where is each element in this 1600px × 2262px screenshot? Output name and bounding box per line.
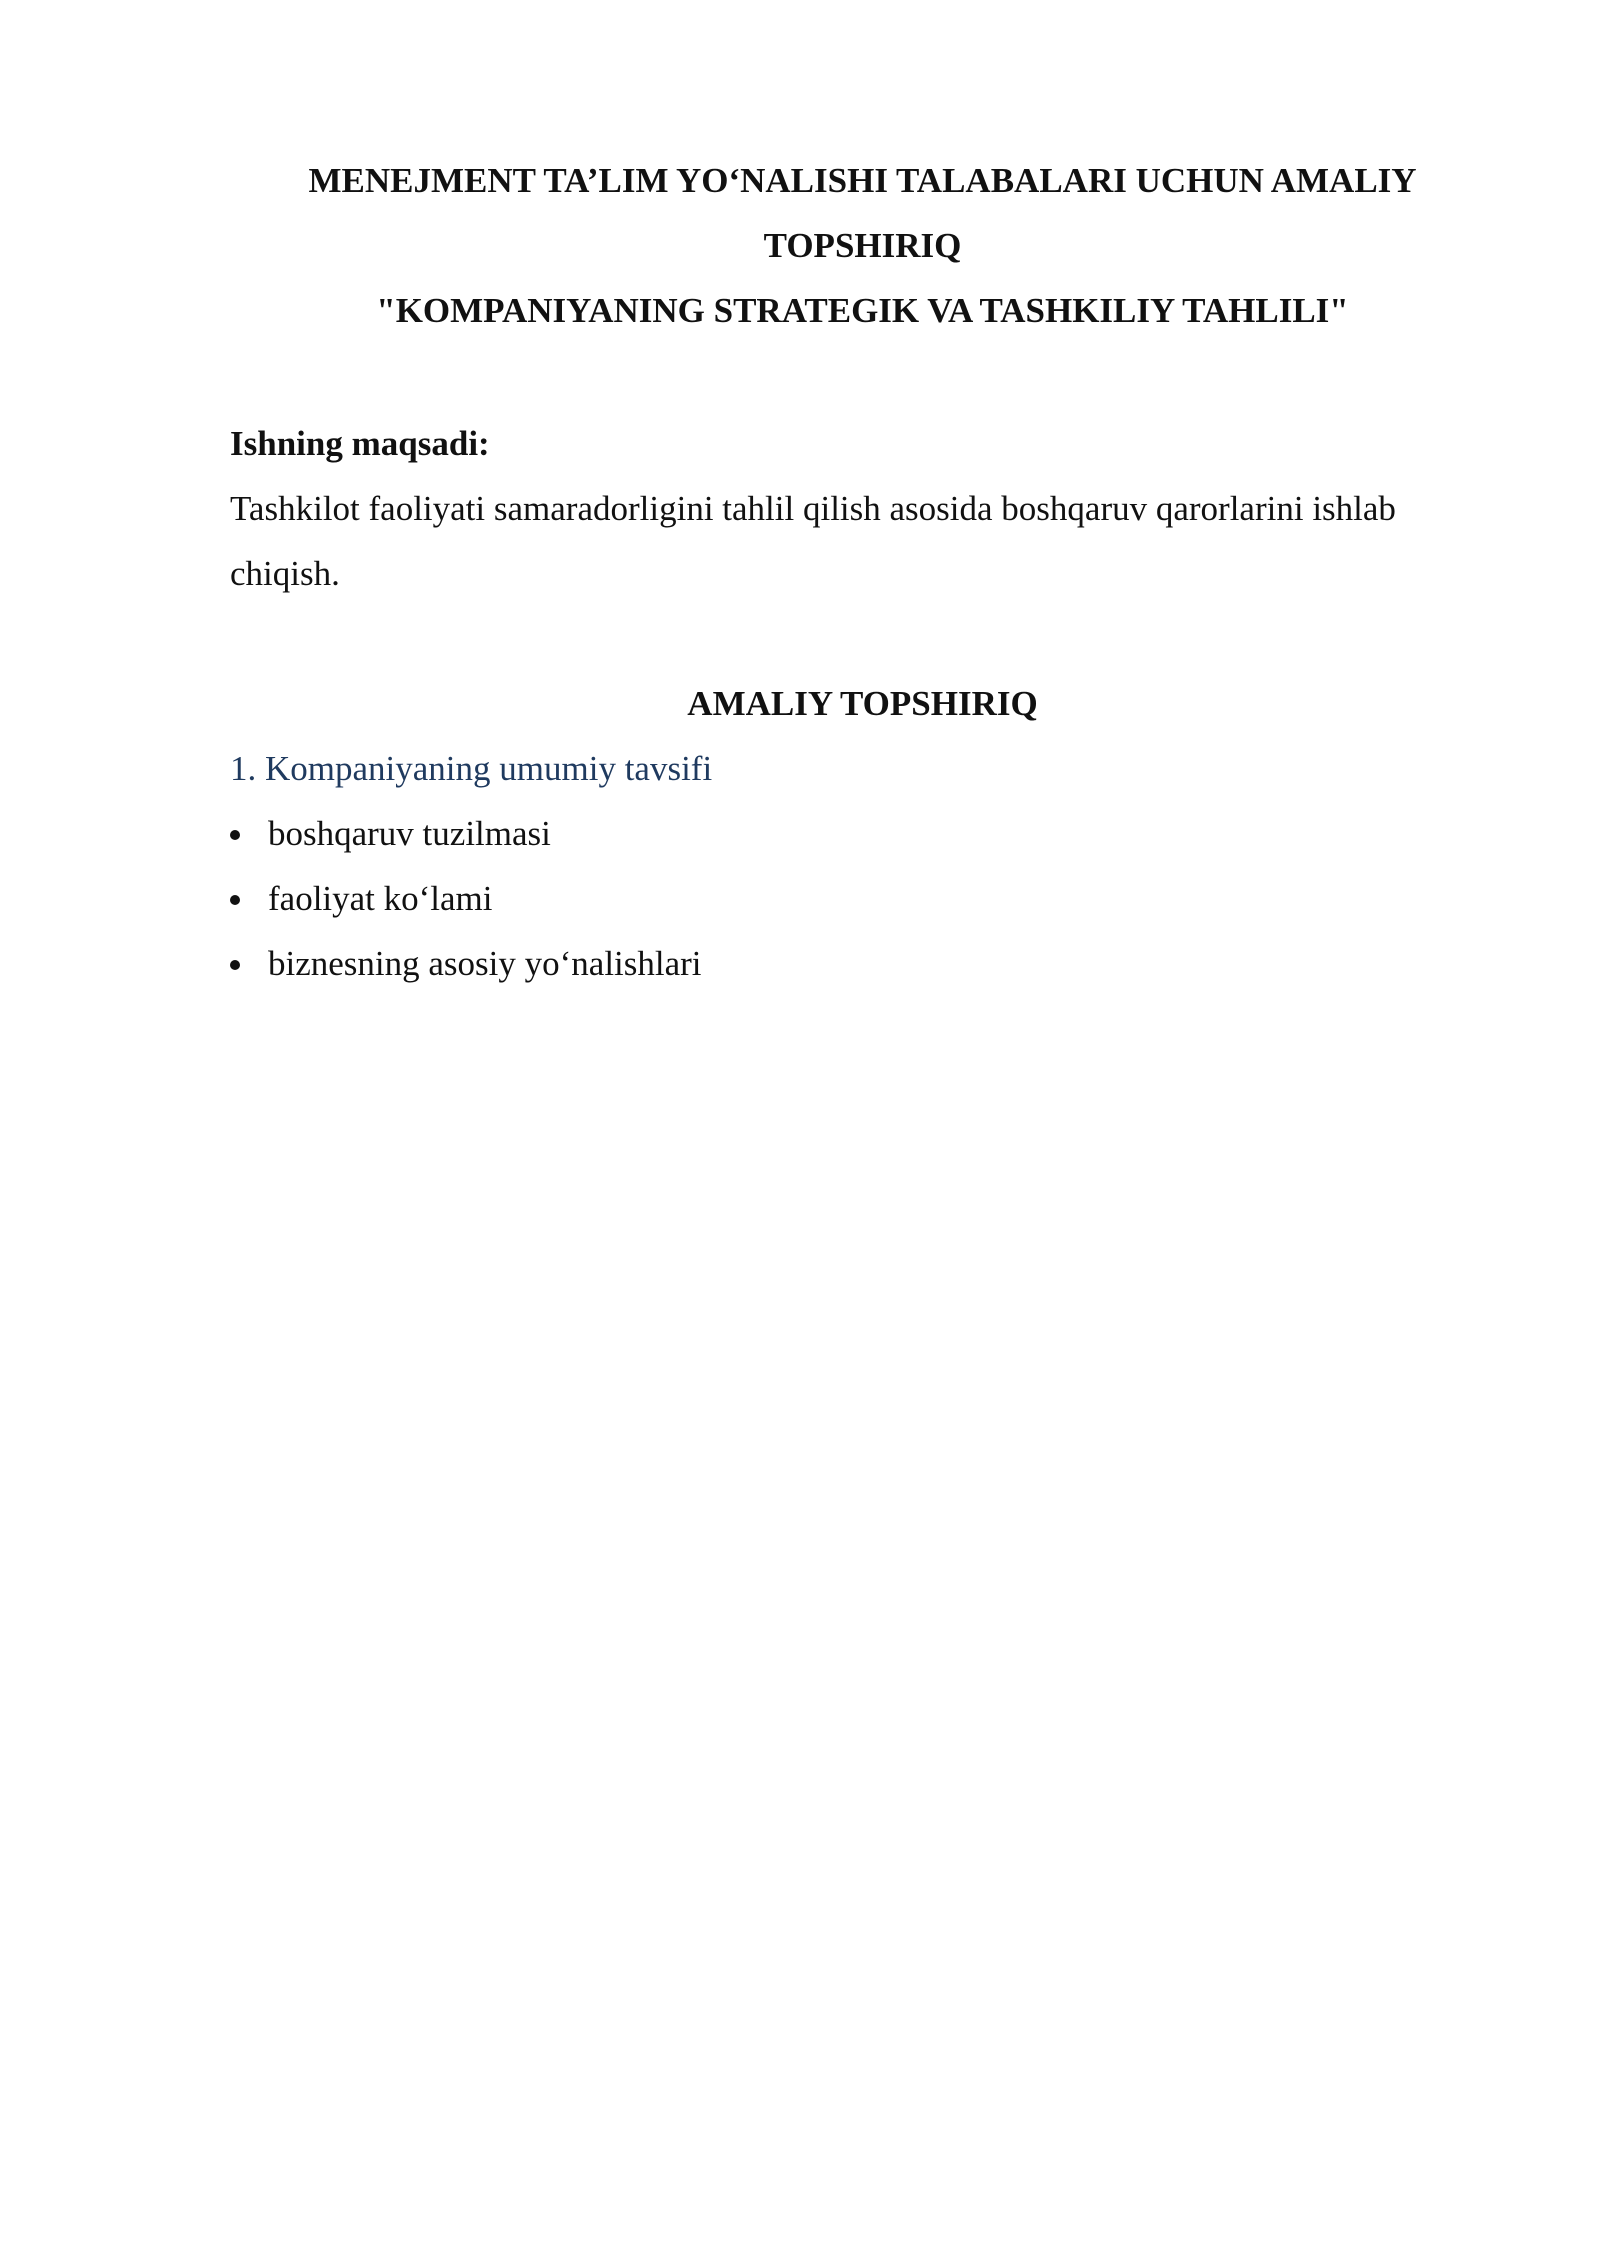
practical-heading: AMALIY TOPSHIRIQ <box>687 684 1038 723</box>
list-item <box>230 931 1495 996</box>
bullet-icon <box>230 960 240 970</box>
list-item <box>230 801 1495 866</box>
bullet-icon <box>230 830 240 840</box>
goal-heading: Ishning maqsadi: <box>230 424 490 463</box>
section-1-bullet-list <box>230 801 1495 996</box>
goal-text: Tashkilot faoliyati samaradorligini tahlil qilish asosida boshqaruv qarorlarini ishlab chiqish. <box>230 489 1396 593</box>
list-item <box>230 866 1495 931</box>
bullet-icon <box>230 895 240 905</box>
list-item-text: boshqaruv tuzilmasi <box>268 814 551 853</box>
list-item-text: biznesning asosiy yo‘nalishlari <box>268 944 702 983</box>
list-item-text: faoliyat ko‘lami <box>268 879 493 918</box>
title-line-1: MENEJMENT TA’LIM YO‘NALISHI TALABALARI UCHUN AMALIY <box>308 161 1417 200</box>
document-title <box>230 148 1495 343</box>
section-1-title: 1. Kompaniyaning umumiy tavsifi <box>230 749 713 788</box>
title-line-2: TOPSHIRIQ <box>763 226 962 265</box>
document-content <box>230 148 1495 996</box>
title-line-3: "KOMPANIYANING STRATEGIK VA TASHKILIY TAHLILI" <box>376 291 1349 330</box>
